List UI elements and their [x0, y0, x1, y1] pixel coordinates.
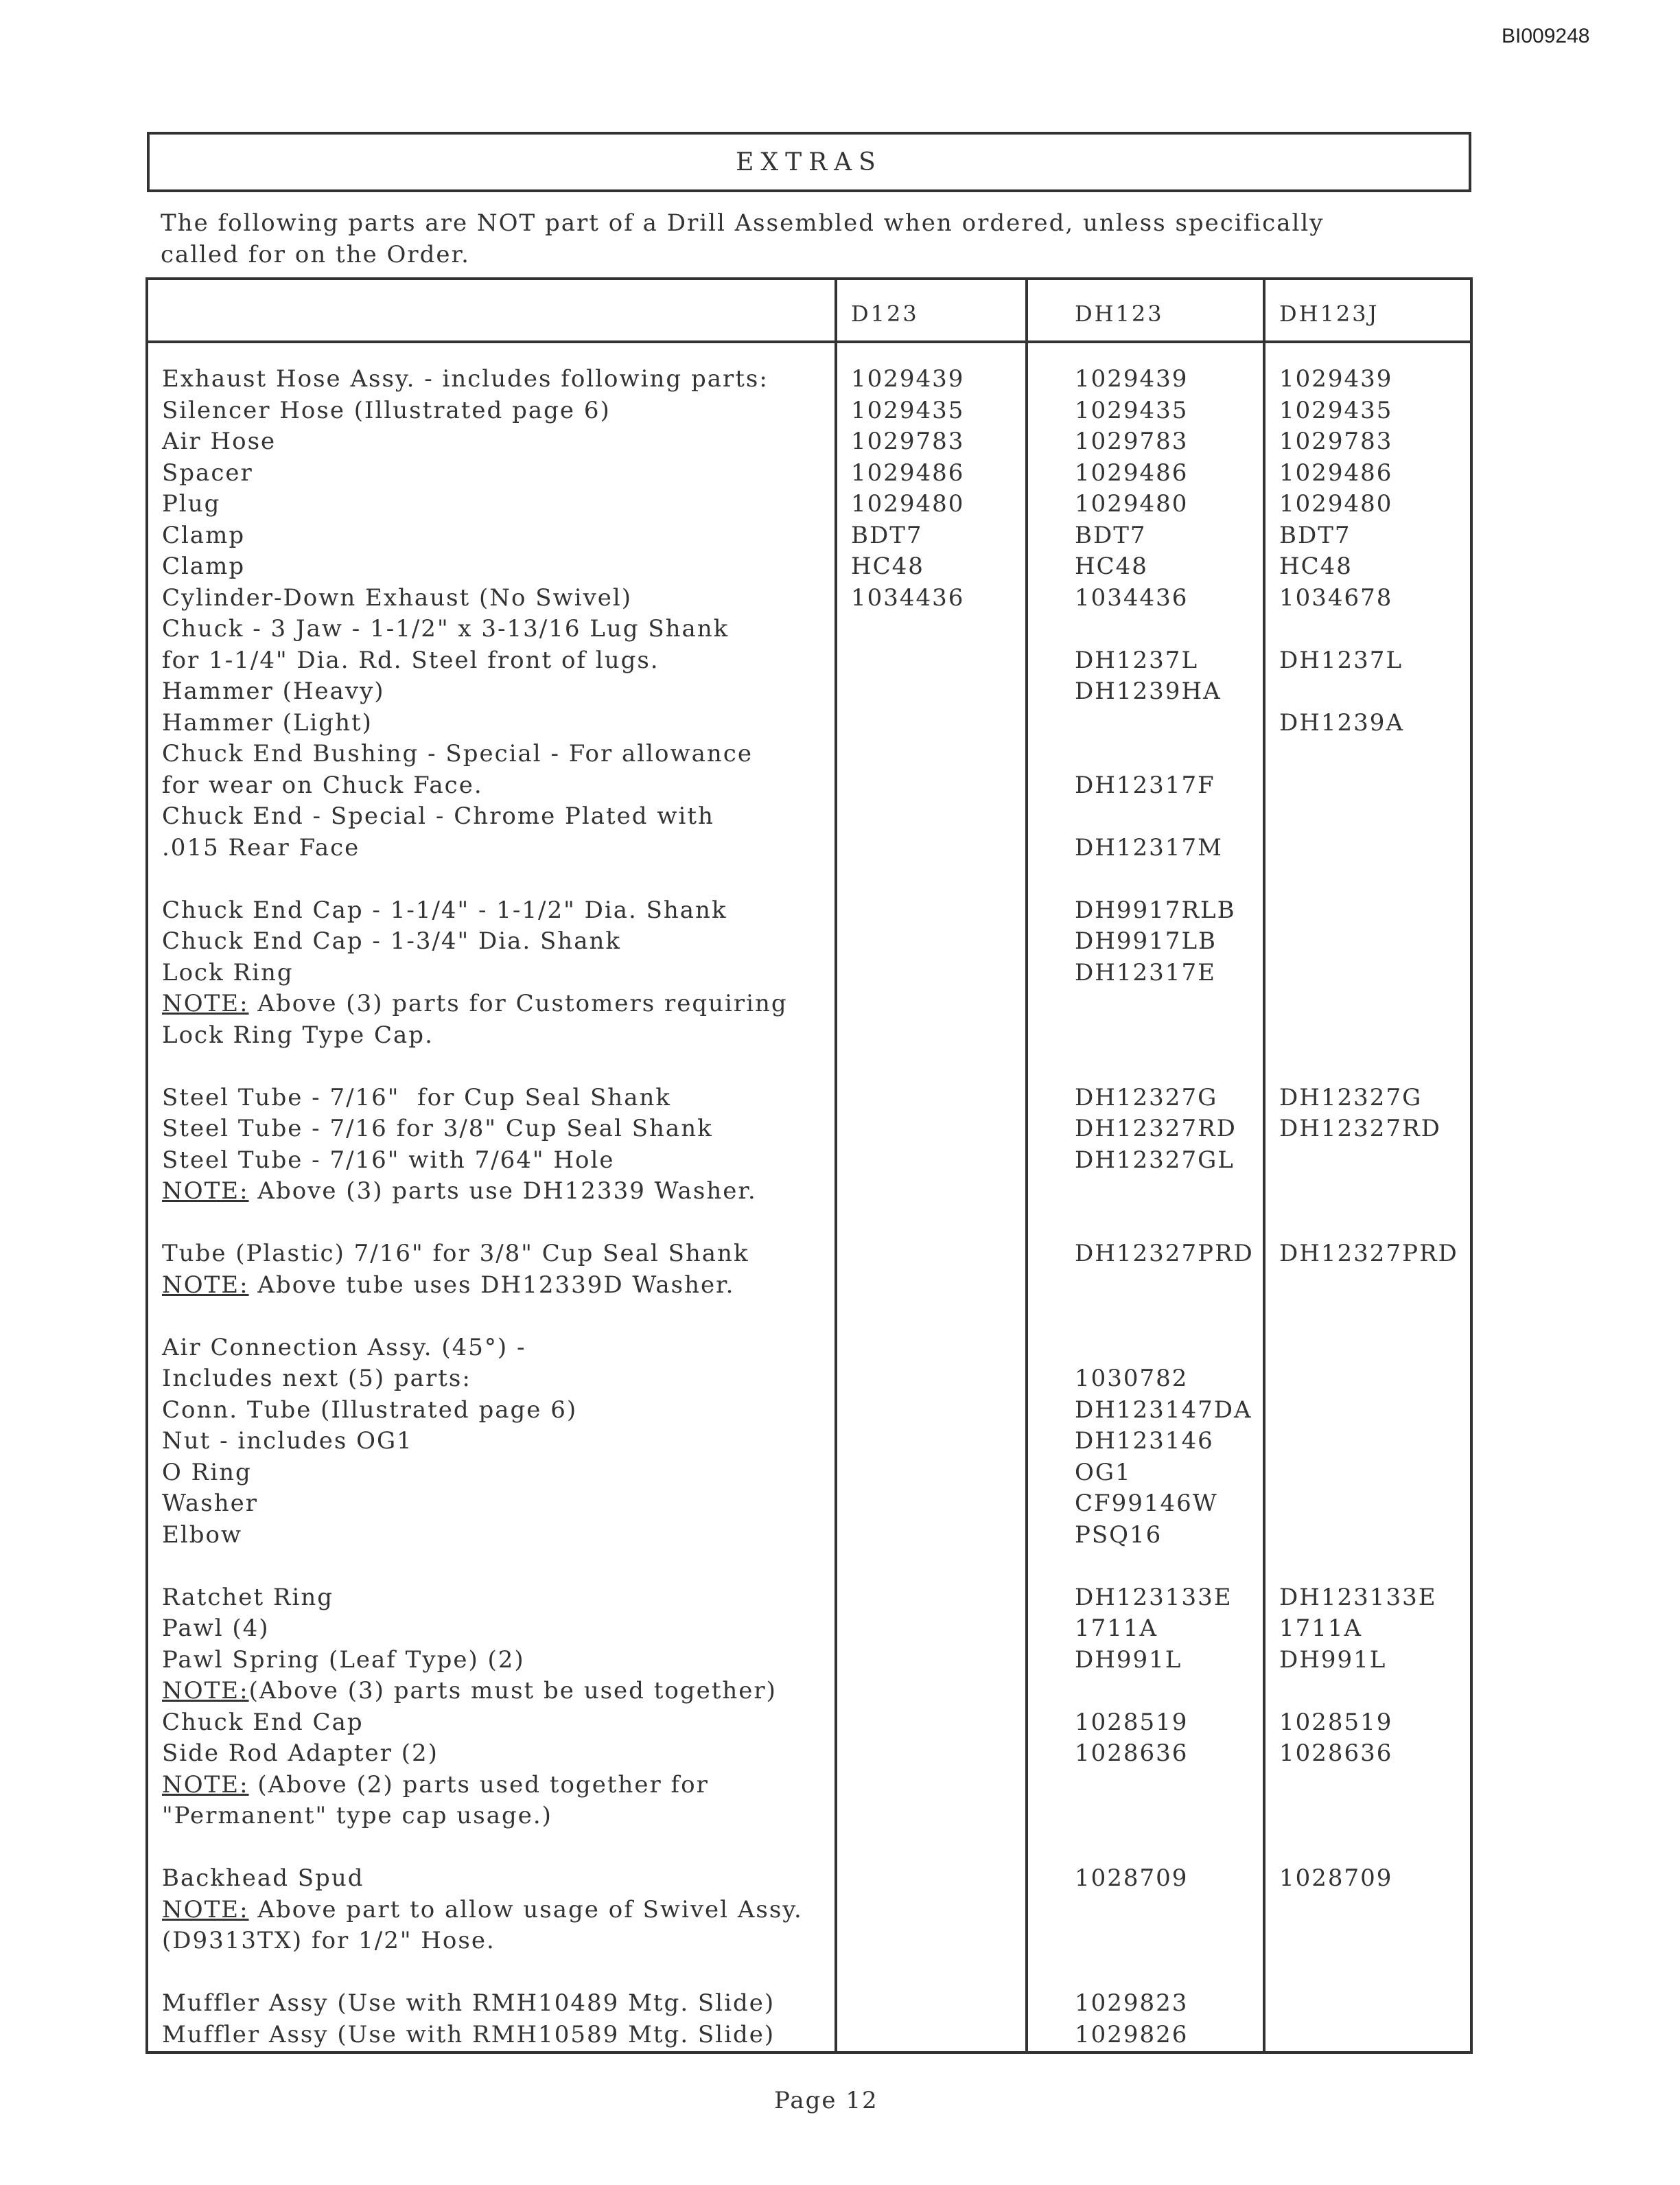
table-row: [148, 1051, 1470, 1083]
part-number-dh123j: HC48: [1279, 553, 1353, 580]
part-number-d123: 1029480: [851, 490, 965, 518]
part-description: [162, 801, 714, 833]
part-number-d123: HC48: [851, 553, 924, 580]
part-description: [162, 1332, 526, 1364]
part-number-dh123j: 1028636: [1279, 1739, 1393, 1767]
table-row: [148, 1270, 1470, 1302]
table-row: [148, 1457, 1470, 1489]
table-row: [148, 1332, 1470, 1364]
part-label: Above part to allow usage of Swivel Assy.: [248, 1895, 803, 1923]
part-description: [162, 1988, 775, 2020]
part-description: [162, 676, 385, 708]
header-dh123j: DH123J: [1279, 301, 1379, 327]
table-row: [148, 1738, 1470, 1770]
part-number-dh123: 1029439: [1075, 365, 1189, 393]
part-number-dh123: DH1239HA: [1075, 678, 1222, 705]
table-row: [148, 739, 1470, 770]
part-number-dh123j: 1029439: [1279, 365, 1393, 393]
table-row: [148, 1176, 1470, 1207]
header-d123: D123: [851, 301, 919, 327]
part-description: [162, 1113, 713, 1145]
table-row: [148, 1645, 1470, 1676]
table-row: [148, 1551, 1470, 1582]
part-label: Hammer (Light): [162, 708, 373, 737]
part-description: [162, 645, 660, 677]
part-label: Lock Ring: [162, 958, 294, 986]
part-label: Clamp: [162, 521, 246, 549]
table-row: [148, 1613, 1470, 1645]
part-label: Above (3) parts use DH12339 Washer.: [248, 1177, 757, 1205]
page-title: EXTRAS: [736, 148, 883, 176]
part-label: Backhead Spud: [162, 1864, 364, 1892]
part-number-dh123: 1029486: [1075, 459, 1189, 487]
part-description: [162, 1520, 242, 1551]
part-label: Above (3) parts for Customers requiring: [248, 990, 788, 1017]
table-row: [148, 551, 1470, 583]
table-row: [148, 1238, 1470, 1270]
part-description: [162, 1020, 434, 1052]
table-row: [148, 926, 1470, 958]
part-number-dh123j: 1028519: [1279, 1708, 1393, 1736]
part-number-dh123: 1028519: [1075, 1708, 1189, 1736]
part-label: Ratchet Ring: [162, 1583, 334, 1611]
table-row: [148, 1488, 1470, 1520]
part-label: .015 Rear Face: [162, 833, 360, 862]
part-label: Chuck End Cap: [162, 1708, 364, 1736]
part-description: [162, 895, 727, 927]
part-number-dh123j: DH991L: [1279, 1645, 1387, 1674]
part-number-dh123: PSQ16: [1075, 1521, 1163, 1549]
table-row: [148, 1770, 1470, 1801]
part-number-dh123: 1029823: [1075, 1989, 1189, 2017]
part-description: [162, 989, 788, 1020]
part-description: [162, 458, 253, 489]
part-number-dh123: 1711A: [1075, 1615, 1158, 1642]
part-number-dh123j: DH12327PRD: [1279, 1240, 1458, 1267]
part-description: [162, 708, 373, 739]
note-label: NOTE:: [162, 1271, 249, 1299]
part-number-dh123j: 1029480: [1279, 490, 1393, 518]
table-row: [148, 2020, 1470, 2051]
part-description: [162, 770, 483, 802]
table-row: [148, 770, 1470, 802]
table-row: [148, 426, 1470, 458]
part-number-d123: BDT7: [851, 521, 923, 549]
part-label: for wear on Chuck Face.: [162, 771, 483, 799]
part-number-dh123: DH123133E: [1075, 1583, 1233, 1611]
table-row: [148, 989, 1470, 1020]
part-description: [162, 1363, 471, 1395]
part-number-d123: 1029486: [851, 459, 965, 487]
part-label: "Permanent" type cap usage.): [162, 1802, 552, 1829]
part-description: [162, 1426, 413, 1457]
part-number-dh123: CF99146W: [1075, 1490, 1218, 1517]
table-row: [148, 364, 1470, 395]
part-number-dh123j: DH123133E: [1279, 1583, 1437, 1611]
part-number-d123: 1034436: [851, 583, 965, 612]
part-number-dh123: DH12327G: [1075, 1083, 1218, 1111]
part-number-dh123: DH123146: [1075, 1427, 1214, 1455]
table-row: [148, 1582, 1470, 1614]
table-row: [148, 1832, 1470, 1864]
document-id: BI009248: [1502, 25, 1590, 47]
table-row: [148, 676, 1470, 708]
part-description: [162, 614, 729, 645]
table-row: [148, 895, 1470, 927]
part-label: Chuck End Cap - 1-3/4" Dia. Shank: [162, 927, 621, 955]
part-number-dh123: DH991L: [1075, 1645, 1182, 1674]
part-label: Cylinder-Down Exhaust (No Swivel): [162, 583, 633, 612]
part-label: for 1-1/4" Dia. Rd. Steel front of lugs.: [162, 646, 660, 674]
part-number-dh123: OG1: [1075, 1458, 1132, 1486]
part-description: [162, 1457, 252, 1489]
part-number-dh123: DH12317E: [1075, 958, 1216, 986]
part-number-dh123: BDT7: [1075, 521, 1147, 549]
part-description: [162, 1738, 439, 1770]
intro-line: The following parts are NOT part of a Drill Assembled when ordered, unless specifically: [161, 209, 1325, 237]
table-row: [148, 520, 1470, 552]
table-row: [148, 583, 1470, 614]
table-row: [148, 1895, 1470, 1926]
part-label: Conn. Tube (Illustrated page 6): [162, 1396, 578, 1424]
part-description: [162, 1270, 734, 1302]
table-row: [148, 489, 1470, 520]
part-number-dh123: 1028636: [1075, 1739, 1189, 1767]
table-row: [148, 1301, 1470, 1332]
part-label: Muffler Assy (Use with RMH10589 Mtg. Slide): [162, 2020, 775, 2048]
part-description: [162, 520, 245, 552]
table-row: [148, 1083, 1470, 1114]
part-label: Pawl (4): [162, 1615, 270, 1642]
part-number-dh123: 1030782: [1075, 1365, 1189, 1392]
title-box: [147, 132, 1471, 192]
part-label: Lock Ring Type Cap.: [162, 1021, 434, 1049]
part-description: [162, 1770, 709, 1801]
part-number-dh123: 1029826: [1075, 2020, 1189, 2048]
part-number-dh123j: DH12327G: [1279, 1083, 1423, 1111]
part-number-dh123j: 1028709: [1279, 1864, 1393, 1892]
part-description: [162, 364, 769, 395]
part-description: [162, 551, 245, 583]
table-row: [148, 1520, 1470, 1551]
part-description: [162, 489, 220, 520]
table-row: [148, 614, 1470, 645]
table-row: [148, 1020, 1470, 1052]
part-number-dh123j: DH1239A: [1279, 708, 1404, 737]
part-number-dh123j: 1029435: [1279, 396, 1393, 424]
part-number-dh123j: 1711A: [1279, 1615, 1363, 1642]
part-description: [162, 1145, 615, 1177]
table-row: [148, 1801, 1470, 1832]
part-description: [162, 395, 611, 427]
part-description: [162, 1488, 258, 1520]
table-row: [148, 1707, 1470, 1739]
part-number-d123: 1029435: [851, 396, 965, 424]
table-row: [148, 1426, 1470, 1457]
part-label: Includes next (5) parts:: [162, 1365, 471, 1392]
part-label: Steel Tube - 7/16" for Cup Seal Shank: [162, 1083, 671, 1111]
part-number-dh123: DH9917RLB: [1075, 896, 1236, 924]
table-row: [148, 395, 1470, 427]
part-label: Side Rod Adapter (2): [162, 1739, 439, 1767]
part-number-dh123: HC48: [1075, 553, 1148, 580]
table-row: [148, 1145, 1470, 1177]
note-label: NOTE:: [162, 1770, 249, 1799]
part-label: Tube (Plastic) 7/16" for 3/8" Cup Seal Shank: [162, 1240, 749, 1267]
part-number-dh123: 1028709: [1075, 1864, 1189, 1892]
table-row: [148, 1395, 1470, 1426]
part-number-dh123j: 1029783: [1279, 428, 1393, 455]
part-label: Chuck End - Special - Chrome Plated with: [162, 802, 714, 830]
part-description: [162, 1176, 757, 1207]
part-label: Muffler Assy (Use with RMH10489 Mtg. Slide): [162, 1989, 775, 2017]
part-description: [162, 1926, 495, 1957]
header-dh123: DH123: [1075, 301, 1164, 327]
part-description: [162, 1895, 803, 1926]
part-label: Above tube uses DH12339D Washer.: [248, 1271, 735, 1299]
table-row: [148, 1863, 1470, 1895]
table-body: [148, 364, 1470, 2050]
part-label: Chuck - 3 Jaw - 1-1/2" x 3-13/16 Lug Shank: [162, 615, 730, 643]
intro-text: [161, 207, 1451, 270]
table-row: [148, 1363, 1470, 1395]
part-number-d123: 1029783: [851, 428, 965, 455]
part-number-dh123: DH9917LB: [1075, 927, 1217, 955]
part-description: [162, 583, 632, 614]
part-number-dh123: 1029435: [1075, 396, 1189, 424]
part-label: Steel Tube - 7/16 for 3/8" Cup Seal Shank: [162, 1115, 713, 1142]
part-description: [162, 1238, 749, 1270]
part-description: [162, 1801, 552, 1832]
part-label: Spacer: [162, 459, 253, 487]
table-row: [148, 1957, 1470, 1989]
table-row: [148, 1676, 1470, 1707]
part-number-dh123: DH123147DA: [1075, 1396, 1252, 1424]
parts-table: [145, 277, 1473, 2054]
part-description: [162, 1613, 270, 1645]
part-label: Steel Tube - 7/16" with 7/64" Hole: [162, 1146, 615, 1174]
part-number-dh123j: BDT7: [1279, 521, 1351, 549]
part-number-dh123j: 1034678: [1279, 583, 1393, 612]
part-description: [162, 739, 753, 770]
part-number-dh123: DH1237L: [1075, 646, 1199, 674]
part-label: O Ring: [162, 1458, 252, 1486]
part-label: Chuck End Cap - 1-1/4" - 1-1/2" Dia. Shank: [162, 896, 727, 924]
part-label: Pawl Spring (Leaf Type) (2): [162, 1645, 525, 1674]
part-description: [162, 2020, 775, 2051]
table-row: [148, 801, 1470, 833]
part-number-dh123: DH12317F: [1075, 771, 1215, 799]
table-row: [148, 958, 1470, 989]
part-label: Elbow: [162, 1521, 243, 1549]
part-description: [162, 958, 294, 989]
part-label: Hammer (Heavy): [162, 678, 385, 705]
table-row: [148, 1113, 1470, 1145]
table-row: [148, 1988, 1470, 2020]
part-number-dh123: DH12327PRD: [1075, 1240, 1254, 1267]
table-row: [148, 833, 1470, 864]
part-number-dh123: 1029480: [1075, 490, 1189, 518]
part-label: Clamp: [162, 553, 246, 580]
table-row: [148, 458, 1470, 489]
part-number-dh123j: 1029486: [1279, 459, 1393, 487]
part-description: [162, 1395, 577, 1426]
part-description: [162, 1083, 671, 1114]
table-row: [148, 708, 1470, 739]
part-number-dh123: 1034436: [1075, 583, 1189, 612]
part-label: Plug: [162, 490, 221, 518]
part-label: (D9313TX) for 1/2" Hose.: [162, 1927, 495, 1954]
part-description: [162, 1582, 334, 1614]
part-description: [162, 1863, 364, 1895]
part-number-dh123: 1029783: [1075, 428, 1189, 455]
part-description: [162, 1645, 525, 1676]
note-label: NOTE:: [162, 1677, 249, 1704]
part-label: Exhaust Hose Assy. - includes following parts:: [162, 365, 769, 393]
part-number-dh123j: DH12327RD: [1279, 1115, 1441, 1142]
part-number-dh123: DH12317M: [1075, 833, 1223, 862]
part-label: Washer: [162, 1490, 258, 1517]
note-label: NOTE:: [162, 1895, 249, 1923]
part-label: Nut - includes OG1: [162, 1427, 413, 1455]
part-description: [162, 426, 276, 458]
part-description: [162, 1676, 777, 1707]
table-row: [148, 864, 1470, 895]
table-row: [148, 1926, 1470, 1957]
note-label: NOTE:: [162, 990, 249, 1017]
part-number-dh123: DH12327RD: [1075, 1115, 1237, 1142]
table-row: [148, 645, 1470, 677]
intro-line: called for on the Order.: [161, 241, 470, 268]
header-divider: [148, 340, 1470, 343]
part-label: Silencer Hose (Illustrated page 6): [162, 396, 611, 424]
page-number: Page 12: [774, 2087, 878, 2114]
table-row: [148, 1207, 1470, 1239]
part-label: Air Connection Assy. (45°) -: [162, 1333, 526, 1361]
part-label: (Above (2) parts used together for: [248, 1770, 709, 1799]
part-label: Air Hose: [162, 428, 277, 455]
part-description: [162, 833, 360, 864]
part-label: (Above (3) parts must be used together): [248, 1677, 777, 1704]
part-number-d123: 1029439: [851, 365, 965, 393]
part-description: [162, 1707, 364, 1739]
part-label: Chuck End Bushing - Special - For allowance: [162, 740, 753, 767]
part-number-dh123j: DH1237L: [1279, 646, 1403, 674]
part-number-dh123: DH12327GL: [1075, 1146, 1235, 1174]
note-label: NOTE:: [162, 1177, 249, 1205]
part-description: [162, 926, 621, 958]
